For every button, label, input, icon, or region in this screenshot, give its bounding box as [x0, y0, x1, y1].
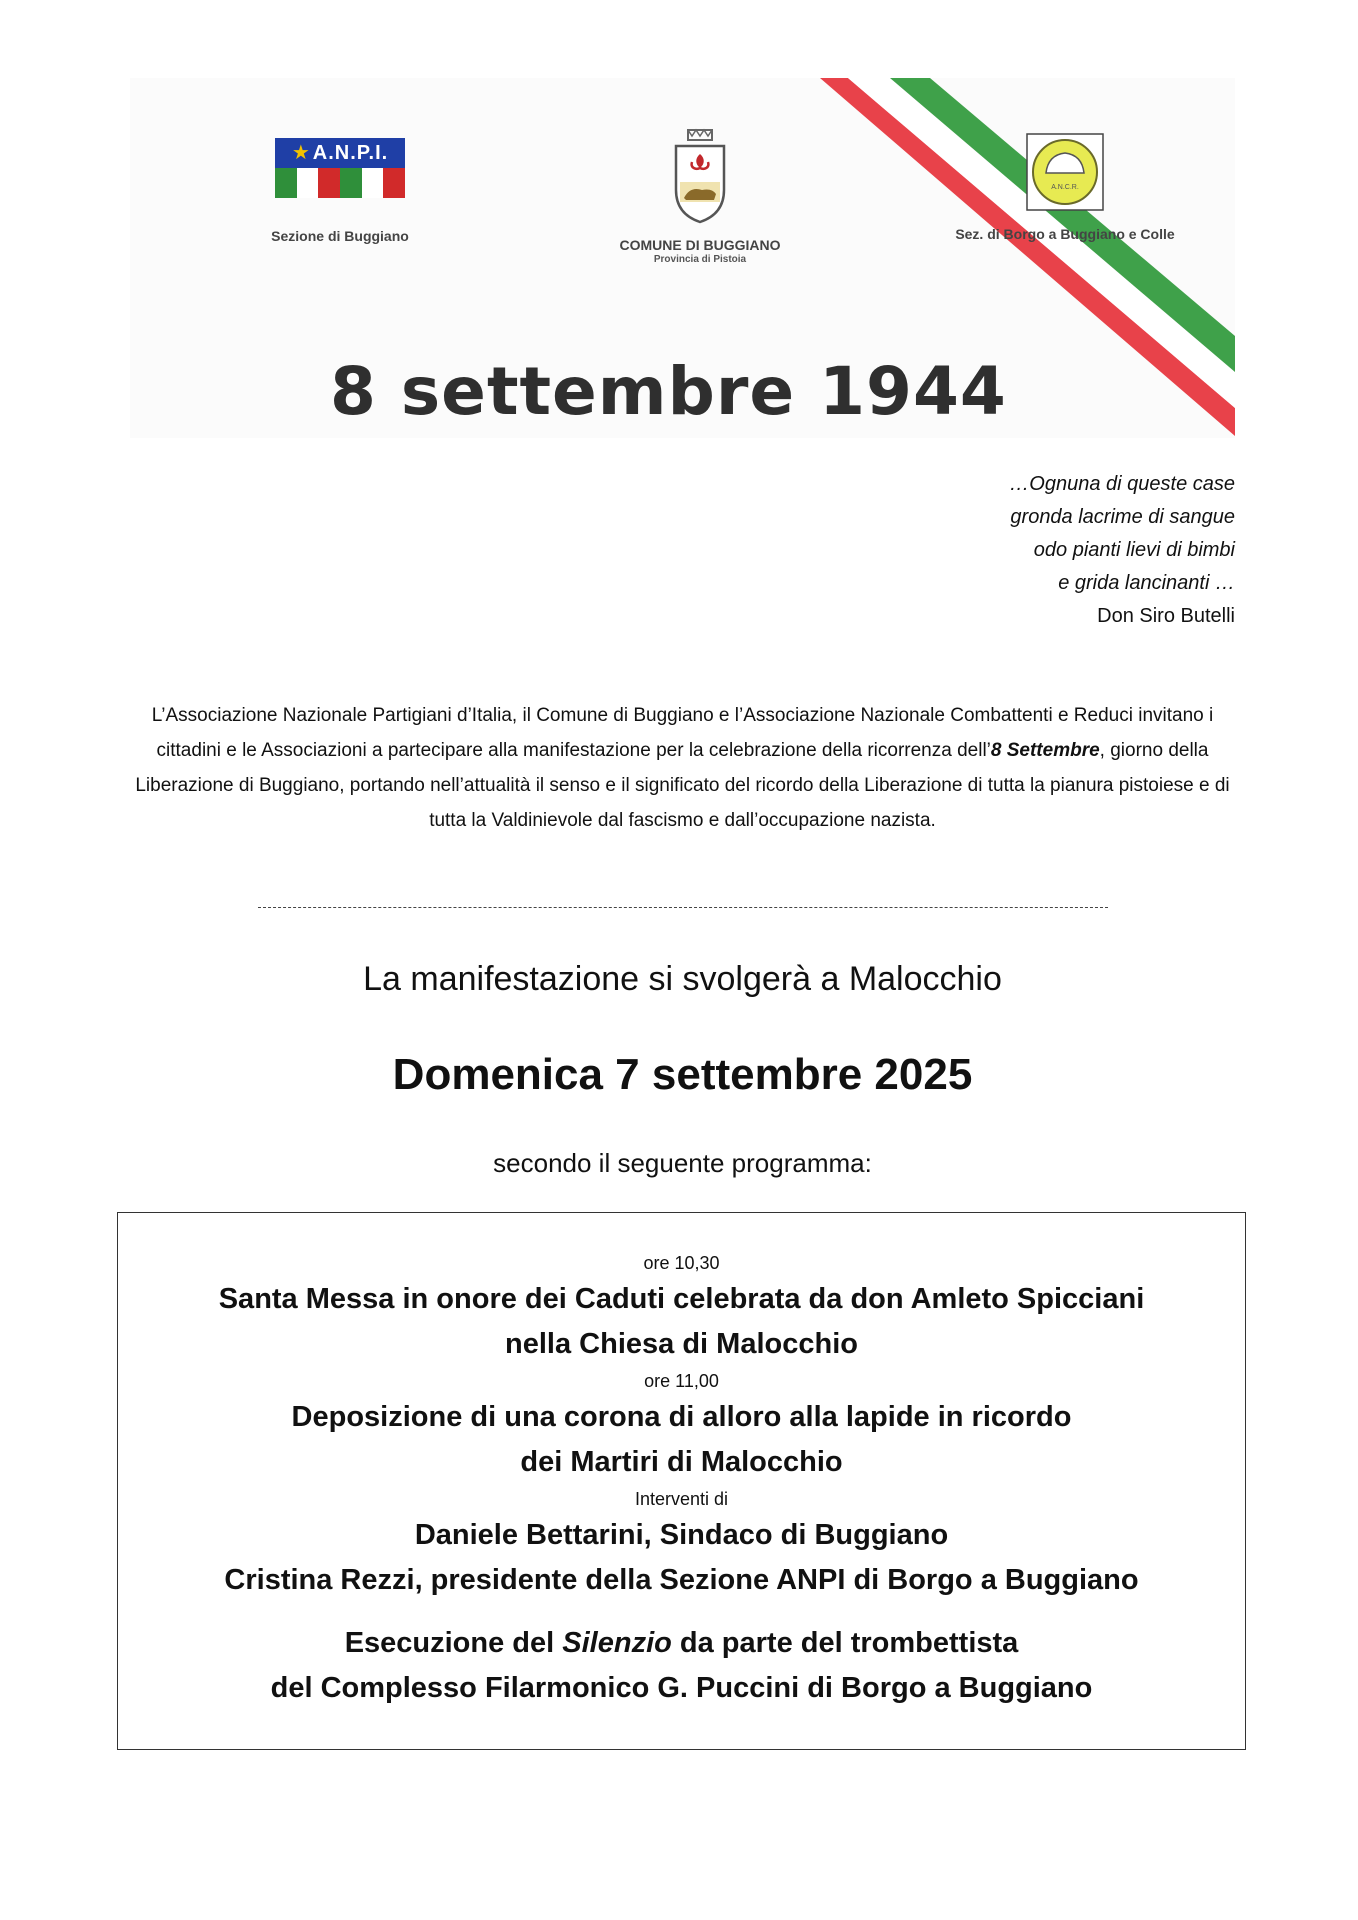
- dashed-divider: [130, 898, 1235, 914]
- ancr-logo: [1026, 133, 1104, 211]
- header-banner: [130, 78, 1235, 438]
- program-time: ore 11,00: [644, 1371, 719, 1391]
- intro-paragraph: L’Associazione Nazionale Partigiani d’Italia, il Comune di Buggiano e l’Associazione Nazionale Combattenti e Reduci invitano i cittadini e le Associazioni a partecipare alla manifestazione per la celebrazione della ricorrenza dell’8 Settembre, giorno della Liberazione di Buggiano, portando nell’attualità il senso e il significato del ricordo della Liberazione di tutta la pianura pistoiese e di tutta la Valdinievole dal fascismo e dall’occupazione nazista.: [135, 705, 1230, 831]
- anpi-logo: [275, 138, 405, 200]
- intro-emphasis: 8 Settembre: [990, 740, 1100, 761]
- speaker: Daniele Bettarini, Sindaco di Buggiano: [414, 1519, 949, 1551]
- event-date: Domenica 7 settembre 2025: [392, 1050, 973, 1099]
- program-event: Santa Messa in onore dei Caduti celebrata da don Amleto Spicciani: [218, 1283, 1145, 1315]
- anpi-logo-block: [240, 138, 440, 244]
- comune-logo-block: [590, 128, 810, 265]
- ancr-logo-text: A.N.C.R.: [1051, 184, 1079, 191]
- speaker: Cristina Rezzi, presidente della Sezione ANPI di Borgo a Buggiano: [224, 1564, 1139, 1596]
- ancr-caption: Sez. di Borgo a Buggiano e Colle: [955, 226, 1175, 242]
- ancr-logo-block: [930, 133, 1200, 242]
- comune-caption: COMUNE DI BUGGIANO: [619, 237, 781, 253]
- program-time: ore 10,30: [643, 1253, 720, 1273]
- quote-line: gronda lacrime di sangue: [1010, 506, 1235, 528]
- program-intro: secondo il seguente programma:: [493, 1148, 872, 1178]
- quote-line: odo pianti lievi di bimbi: [1033, 539, 1235, 561]
- program-final: del Complesso Filarmonico G. Puccini di Borgo a Buggiano: [270, 1672, 1093, 1704]
- final-emphasis: Silenzio: [562, 1627, 672, 1659]
- speakers-label: Interventi di: [634, 1489, 729, 1509]
- star-icon: ★: [291, 142, 311, 164]
- comune-subcaption: Provincia di Pistoia: [653, 254, 747, 265]
- program-event: nella Chiesa di Malocchio: [505, 1328, 858, 1360]
- quote: [1009, 468, 1235, 633]
- anpi-logo-text: A.N.P.I.: [312, 142, 389, 164]
- program-event: Deposizione di una corona di alloro alla lapide in ricordo: [291, 1401, 1072, 1433]
- banner-title: 8 settembre 1944: [330, 353, 1007, 430]
- quote-line: e grida lancinanti …: [1058, 572, 1235, 594]
- venue-heading: La manifestazione si svolgerà a Malocchio: [363, 960, 1002, 998]
- program-final: Esecuzione del Silenzio da parte del trombettista: [344, 1627, 1019, 1659]
- program-box: [117, 1212, 1246, 1750]
- quote-author: Don Siro Butelli: [1097, 605, 1235, 627]
- crest-icon: [668, 128, 732, 224]
- anpi-caption: Sezione di Buggiano: [271, 228, 409, 244]
- quote-line: …Ognuna di queste case: [1009, 473, 1235, 495]
- program-event: dei Martiri di Malocchio: [520, 1446, 843, 1478]
- anpi-flag: [275, 168, 405, 198]
